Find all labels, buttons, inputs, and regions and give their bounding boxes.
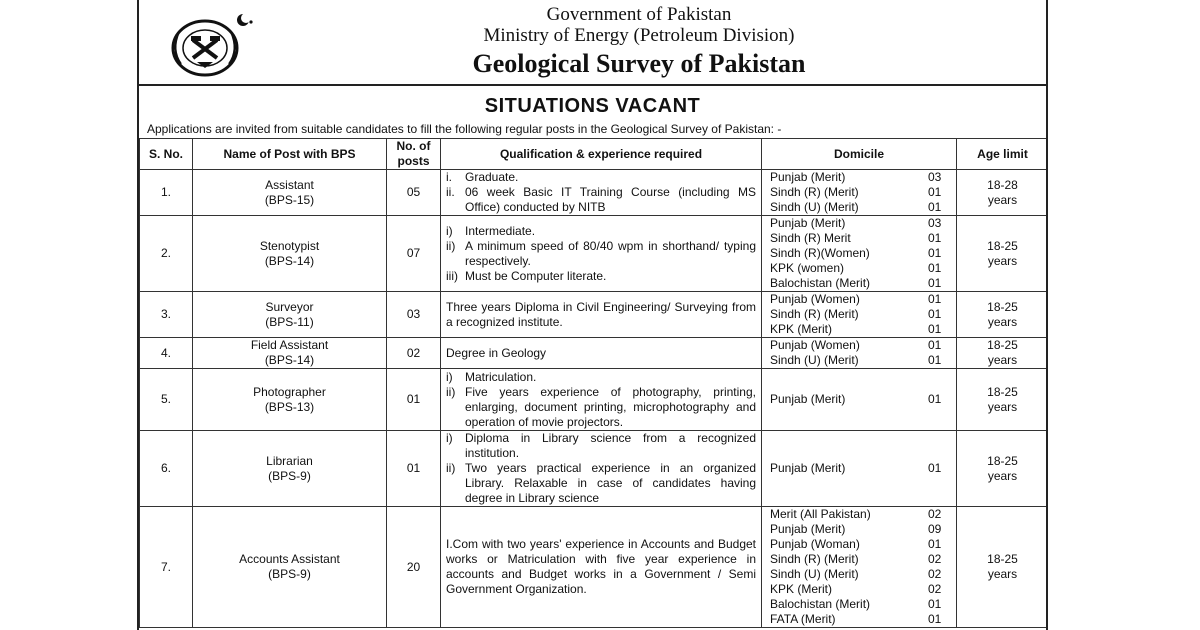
cell-sno: 3.: [140, 292, 193, 338]
table-row: [140, 431, 1049, 507]
domicile-entry: [770, 200, 950, 215]
cell-age-limit: [957, 431, 1049, 507]
cell-age-limit: [957, 292, 1049, 338]
ad-title: SITUATIONS VACANT: [484, 95, 701, 117]
post-bps: (BPS-9): [268, 468, 311, 483]
domicile-entry: [770, 353, 950, 368]
cell-domicile: [762, 338, 957, 369]
cell-posts-count: 01: [387, 369, 441, 431]
ad-header: [139, 0, 1046, 86]
domicile-region: Sindh (R)(Women): [770, 246, 870, 260]
table-row: [140, 170, 1049, 216]
qualification-marker: i): [446, 431, 453, 445]
qualification-text: Intermediate.: [465, 223, 536, 238]
qualification-marker: i): [446, 223, 453, 238]
cell-sno: 4.: [140, 338, 193, 369]
domicile-region: Punjab (Woman): [770, 537, 860, 551]
domicile-entry: [770, 537, 950, 552]
qualification-marker: i): [446, 369, 453, 384]
domicile-region: FATA (Merit): [770, 612, 836, 626]
header-text: [409, 4, 869, 80]
header-ministry: Ministry of Energy (Petroleum Division): [483, 25, 795, 46]
qualification-text: Graduate.: [465, 170, 519, 184]
domicile-count: 03: [928, 170, 942, 184]
domicile-count: 02: [928, 582, 942, 596]
cell-sno: 1.: [140, 170, 193, 216]
post-name: Photographer: [253, 384, 326, 399]
qualification-item: [446, 370, 756, 385]
domicile-count: 01: [928, 322, 942, 336]
age-unit: years: [987, 399, 1018, 414]
qualification-item: [446, 346, 756, 361]
domicile-region: Balochistan (Merit): [770, 276, 871, 290]
domicile-count: 01: [928, 246, 942, 260]
age-range: 18-25: [987, 384, 1018, 399]
domicile-entry: [770, 338, 950, 353]
cell-domicile: [762, 369, 957, 431]
domicile-entry: [770, 231, 950, 246]
gsp-logo-emblem: [163, 10, 257, 78]
domicile-entry: [770, 582, 950, 597]
post-bps: (BPS-13): [264, 399, 315, 414]
header-government: Government of Pakistan: [546, 4, 732, 25]
domicile-count: 01: [928, 461, 942, 475]
vacancy-table: [139, 138, 1048, 628]
qualification-marker: ii): [446, 238, 456, 253]
domicile-count: 02: [928, 567, 942, 581]
cell-sno: 6.: [140, 431, 193, 507]
cell-posts-count: 02: [387, 338, 441, 369]
post-bps: (BPS-11): [265, 314, 314, 329]
domicile-count: 01: [928, 276, 942, 290]
cell-domicile: [762, 431, 957, 507]
cell-sno: 2.: [140, 216, 193, 292]
age-range: 18-25: [987, 238, 1018, 253]
domicile-entry: [770, 276, 950, 291]
header-domicile: Domicile: [762, 139, 957, 170]
domicile-entry: [770, 322, 950, 337]
domicile-entry: [770, 597, 950, 612]
age-unit: years: [987, 314, 1018, 329]
header-posts: No. of posts: [387, 139, 441, 170]
domicile-count: 01: [928, 261, 942, 275]
qualification-item: [446, 431, 756, 461]
table-row: [140, 507, 1049, 628]
qualification-text: I.Com with two years' experience in Accounts and Budget works or Matriculation with five year experience in accounts and Budget works in a Government / Semi Government Organization.: [446, 537, 756, 596]
age-unit: years: [987, 192, 1018, 207]
qualification-text: Degree in Geology: [446, 345, 547, 360]
domicile-region: Punjab (Women): [770, 338, 860, 352]
header-age: Age limit: [957, 139, 1049, 170]
post-name: Surveyor: [265, 299, 314, 314]
cell-qualification: [441, 369, 762, 431]
domicile-count: 01: [928, 597, 942, 611]
qualification-item: [446, 537, 756, 597]
advertisement-sheet: [137, 0, 1048, 630]
cell-posts-count: 20: [387, 507, 441, 628]
cell-age-limit: [957, 338, 1049, 369]
domicile-region: Sindh (R) Merit: [770, 231, 851, 245]
qualification-item: [446, 239, 756, 269]
domicile-region: KPK (women): [770, 261, 845, 275]
cell-post: [193, 338, 387, 369]
table-row: [140, 369, 1049, 431]
cell-domicile: [762, 507, 957, 628]
qualification-text: Must be Computer literate.: [465, 268, 607, 283]
header-organization: Geological Survey of Pakistan: [472, 49, 806, 78]
cell-qualification: [441, 170, 762, 216]
age-range: 18-25: [987, 453, 1018, 468]
cell-age-limit: [957, 507, 1049, 628]
domicile-region: Sindh (R) (Merit): [770, 552, 859, 566]
domicile-count: 01: [928, 307, 942, 321]
post-bps: (BPS-14): [264, 353, 315, 367]
qualification-text: Two years practical experience in an organized Library. Relaxable in case of candidates having degree in Library science: [465, 461, 756, 505]
table-row: [140, 216, 1049, 292]
cell-domicile: [762, 292, 957, 338]
post-bps: (BPS-9): [268, 567, 311, 581]
qualification-marker: ii): [446, 384, 456, 399]
qualification-marker: ii.: [446, 185, 455, 199]
domicile-entry: [770, 185, 950, 200]
domicile-entry: [770, 392, 950, 407]
domicile-count: 01: [928, 338, 942, 352]
domicile-entry: [770, 522, 950, 537]
domicile-region: Sindh (U) (Merit): [770, 200, 859, 214]
domicile-region: Punjab (Merit): [770, 461, 846, 475]
header-qualification: Qualification & experience required: [441, 139, 762, 170]
table-row: [140, 338, 1049, 369]
qualification-marker: iii): [446, 268, 458, 283]
qualification-text: A minimum speed of 80/40 wpm in shorthand/ typing respectively.: [465, 238, 756, 268]
domicile-count: 01: [928, 537, 942, 551]
cell-age-limit: [957, 216, 1049, 292]
domicile-count: 01: [928, 200, 942, 214]
header-sno: S. No.: [140, 139, 193, 170]
domicile-region: Punjab (Merit): [770, 392, 846, 406]
domicile-region: Punjab (Merit): [770, 216, 846, 230]
domicile-count: 01: [928, 353, 942, 367]
domicile-count: 01: [928, 231, 942, 245]
cell-posts-count: 07: [387, 216, 441, 292]
domicile-region: Sindh (R) (Merit): [770, 185, 859, 199]
ad-intro-text: Applications are invited from suitable candidates to fill the following regular posts in the Geological Survey of Pakistan: -: [147, 122, 782, 136]
domicile-entry: [770, 292, 950, 307]
cell-posts-count: 03: [387, 292, 441, 338]
domicile-entry: [770, 261, 950, 276]
age-unit: years: [987, 253, 1018, 268]
domicile-count: 01: [928, 292, 942, 306]
domicile-region: Merit (All Pakistan): [770, 507, 871, 521]
cell-age-limit: [957, 170, 1049, 216]
cell-domicile: [762, 170, 957, 216]
age-range: 18-28: [987, 177, 1018, 192]
cell-qualification: [441, 292, 762, 338]
post-name: Assistant: [265, 177, 314, 192]
post-name: Accounts Assistant: [239, 552, 340, 566]
domicile-count: 09: [928, 522, 942, 536]
cell-post: [193, 170, 387, 216]
qualification-item: [446, 269, 756, 284]
domicile-count: 01: [928, 185, 942, 199]
age-unit: years: [987, 567, 1018, 581]
post-name: Field Assistant: [250, 338, 329, 352]
qualification-item: [446, 461, 756, 506]
domicile-count: 03: [928, 216, 942, 230]
domicile-region: Balochistan (Merit): [770, 597, 871, 611]
domicile-region: Sindh (U) (Merit): [770, 353, 859, 367]
domicile-entry: [770, 612, 950, 627]
domicile-entry: [770, 307, 950, 322]
qualification-text: Matriculation.: [465, 369, 537, 384]
qualification-item: [446, 300, 756, 330]
qualification-marker: ii): [446, 461, 456, 475]
cell-sno: 7.: [140, 507, 193, 628]
qualification-text: 06 week Basic IT Training Course (including MS Office) conducted by NITB: [465, 185, 756, 214]
qualification-item: [446, 185, 756, 215]
domicile-entry: [770, 170, 950, 185]
domicile-region: Punjab (Merit): [770, 522, 846, 536]
qualification-item: [446, 170, 756, 185]
cell-posts-count: 05: [387, 170, 441, 216]
domicile-region: KPK (Merit): [770, 322, 833, 336]
qualification-text: Three years Diploma in Civil Engineering/ Surveying from a recognized institute.: [446, 299, 756, 329]
cell-domicile: [762, 216, 957, 292]
domicile-region: Punjab (Women): [770, 292, 860, 306]
cell-qualification: [441, 507, 762, 628]
cell-post: [193, 431, 387, 507]
post-bps: (BPS-14): [264, 253, 315, 268]
cell-post: [193, 216, 387, 292]
domicile-region: Sindh (U) (Merit): [770, 567, 859, 581]
qualification-item: [446, 224, 756, 239]
table-header-row: [140, 139, 1049, 170]
domicile-entry: [770, 246, 950, 261]
domicile-entry: [770, 216, 950, 231]
domicile-count: 01: [928, 612, 942, 626]
cell-qualification: [441, 338, 762, 369]
post-bps: (BPS-15): [264, 192, 315, 207]
cell-qualification: [441, 431, 762, 507]
cell-post: [193, 292, 387, 338]
domicile-region: KPK (Merit): [770, 582, 833, 596]
cell-qualification: [441, 216, 762, 292]
domicile-count: 02: [928, 507, 942, 521]
age-range: 18-25: [987, 299, 1018, 314]
cell-post: [193, 369, 387, 431]
qualification-item: [446, 385, 756, 430]
domicile-entry: [770, 507, 950, 522]
domicile-region: Sindh (R) (Merit): [770, 307, 859, 321]
domicile-entry: [770, 552, 950, 567]
qualification-marker: i.: [446, 170, 452, 184]
age-range: 18-25: [987, 552, 1018, 566]
header-post: Name of Post with BPS: [193, 139, 387, 170]
domicile-entry: [770, 567, 950, 582]
cell-age-limit: [957, 369, 1049, 431]
domicile-count: 02: [928, 552, 942, 566]
domicile-region: Punjab (Merit): [770, 170, 846, 184]
age-unit: years: [987, 353, 1018, 367]
domicile-count: 01: [928, 392, 942, 406]
qualification-text: Five years experience of photography, printing, enlarging, document printing, microphotography and operation of movie projectors.: [465, 384, 756, 429]
age-range: 18-25: [987, 338, 1018, 352]
post-name: Stenotypist: [259, 238, 320, 253]
post-name: Librarian: [266, 453, 313, 468]
domicile-entry: [770, 461, 950, 476]
cell-post: [193, 507, 387, 628]
cell-posts-count: 01: [387, 431, 441, 507]
age-unit: years: [987, 468, 1018, 483]
qualification-text: Diploma in Library science from a recognized institution.: [465, 431, 756, 460]
cell-sno: 5.: [140, 369, 193, 431]
table-row: [140, 292, 1049, 338]
